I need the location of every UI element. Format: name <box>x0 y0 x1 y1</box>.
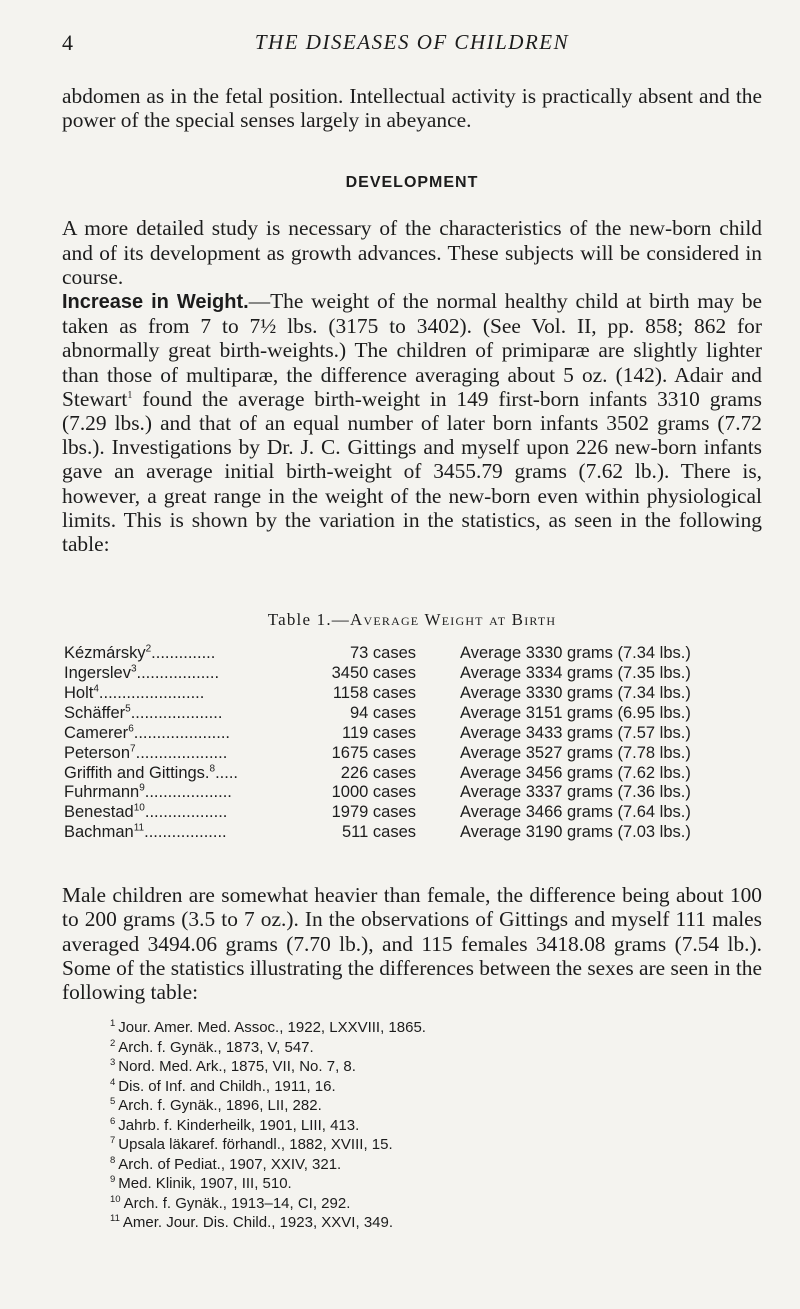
footnote <box>110 1018 762 1038</box>
footnote-number: 4 <box>110 1076 116 1088</box>
average-cell: Average 3190 grams (7.03 lbs.) <box>460 823 691 842</box>
footnote-ref: 1 <box>127 389 133 401</box>
average-cell: Average 3433 grams (7.57 lbs.) <box>460 723 691 742</box>
leader-dots: .................. <box>136 664 220 683</box>
footnote-number: 7 <box>110 1135 116 1147</box>
leader-dots: .................... <box>130 703 223 722</box>
table-row <box>64 764 691 784</box>
author-name: Fuhrmann <box>64 783 140 802</box>
cases-cell: 226 cases <box>340 763 416 782</box>
cases-cell: 1675 cases <box>331 743 416 762</box>
footnote <box>110 1135 762 1155</box>
author-name: Griffith and Gittings. <box>64 763 210 782</box>
author-cell <box>64 704 326 724</box>
leader-dots: ..... <box>215 763 238 782</box>
footnote-number: 2 <box>110 1037 116 1049</box>
cases-cell: 73 cases <box>349 644 416 663</box>
author-cell <box>64 664 326 684</box>
leader-dots: .................. <box>144 803 228 822</box>
development-paragraph: A more detailed study is necessary of the characteristics of the new-born child and of its development as growth advances. These subjects will be considered in course. <box>62 216 762 289</box>
footnote <box>110 1155 762 1175</box>
leader-dots: .................. <box>144 823 227 842</box>
footnote-number: 10 <box>110 1193 121 1205</box>
cases-cell: 119 cases <box>342 723 416 742</box>
author-name: Ingerslev <box>64 664 131 683</box>
footnote-text: Upsala läkaref. förhandl., 1882, XVIII, 15. <box>118 1136 393 1154</box>
running-head: THE DISEASES OF CHILDREN <box>254 30 570 54</box>
cases-cell: 94 cases <box>349 703 416 722</box>
table-row <box>64 644 691 664</box>
author-cell <box>64 684 326 704</box>
average-cell: Average 3527 grams (7.78 lbs.) <box>460 743 691 762</box>
average-cell: Average 3330 grams (7.34 lbs.) <box>460 644 691 663</box>
leader-dots: .............. <box>151 644 216 663</box>
author-name: Holt <box>64 684 94 703</box>
average-cell: Average 3466 grams (7.64 lbs.) <box>460 803 691 822</box>
table-row <box>64 803 691 823</box>
table-row <box>64 724 691 744</box>
cases-cell: 1000 cases <box>331 783 416 802</box>
author-name: Kézmársky <box>64 644 146 663</box>
leader-dots: ................... <box>144 783 232 802</box>
weight-text-2: found the average birth-weight in 149 first-born infants 3310 grams (7.29 lbs.) and that of an equal number of later born infants 3502 grams (7.72 lbs.). Investigations by Dr. J. C. Gittings and myself upon 226 new-born infants gave an average initial birth-weight of 3455.79 grams (7.62 lb.). There is, however, a great range in the weight of the new-born even within physiological limits. This is shown by the variation in the statistics, as seen in the following table: <box>62 386 762 557</box>
leader-dots: ..................... <box>133 723 231 742</box>
footnote <box>110 1194 762 1214</box>
weight-subheading: Increase in Weight. <box>62 291 249 314</box>
footnote <box>110 1174 762 1194</box>
weight-text-1: —The weight of the normal healthy child at birth may be taken as from 7 to 7½ lbs. (3175 to 3402). (See Vol. II, pp. 858; 862 for abnormally great birth-weights.) The children of primiparæ are slightly lighter than those of multiparæ, the difference averaging about 5 oz. (142). Adair and Stewart <box>62 289 763 411</box>
author-name: Benestad <box>64 803 134 822</box>
page-header <box>62 30 762 64</box>
leader-dots: ....................... <box>98 684 205 703</box>
footnote-ref: 7 <box>130 743 136 755</box>
footnote-ref: 5 <box>125 703 131 715</box>
footnote-text: Med. Klinik, 1907, III, 510. <box>118 1175 292 1193</box>
author-cell <box>64 764 326 784</box>
cases-cell: 1158 cases <box>332 684 416 703</box>
author-name: Camerer <box>64 723 129 742</box>
footnote-text: Arch. of Pediat., 1907, XXIV, 321. <box>118 1155 342 1173</box>
footnote-number: 5 <box>110 1096 116 1108</box>
table-row <box>64 704 691 724</box>
footnote-ref: 8 <box>209 763 216 775</box>
footnote-text: Nord. Med. Ark., 1875, VII, No. 7, 8. <box>118 1058 356 1076</box>
table-caption-prefix: Table 1.— <box>267 610 350 630</box>
footnote-number: 9 <box>110 1174 116 1186</box>
footnotes <box>62 1018 762 1233</box>
footnote-number: 8 <box>110 1154 116 1166</box>
footnote-number: 11 <box>110 1213 120 1225</box>
weight-paragraph <box>62 289 762 556</box>
table-row <box>64 684 691 704</box>
author-cell <box>64 744 326 764</box>
average-cell: Average 3330 grams (7.34 lbs.) <box>460 684 691 703</box>
table-row <box>64 664 691 684</box>
section-title: DEVELOPMENT <box>345 174 479 192</box>
footnote-number: 6 <box>110 1115 116 1127</box>
author-cell <box>64 823 326 843</box>
footnote-text: Arch. f. Gynäk., 1873, V, 547. <box>118 1038 314 1056</box>
author-name: Bachman <box>64 823 134 842</box>
footnote-text: Dis. of Inf. and Childh., 1911, 16. <box>118 1077 336 1095</box>
author-name: Schäffer <box>64 703 126 722</box>
footnote-ref: 4 <box>93 683 99 695</box>
sex-difference-paragraph: Male children are somewhat heavier than female, the difference being about 100 to 200 grams (3.5 to 7 oz.). In the observations of Gittings and myself 111 males averaged 3494.06 grams (7.70 lb.), and 115 females 3418.08 grams (7.54 lb.). Some of the statistics illustrating the differences between the sexes are seen in the following table: <box>62 883 762 1004</box>
footnote-text: Jour. Amer. Med. Assoc., 1922, LXXVIII, 1865. <box>118 1019 426 1037</box>
author-cell <box>64 803 326 823</box>
author-cell <box>64 644 326 664</box>
average-cell: Average 3456 grams (7.62 lbs.) <box>460 763 691 782</box>
footnote-ref: 6 <box>128 723 134 735</box>
footnote-ref: 10 <box>133 802 145 814</box>
author-cell <box>64 783 326 803</box>
footnote-ref: 9 <box>139 782 145 794</box>
footnote <box>110 1057 762 1077</box>
footnote <box>110 1077 762 1097</box>
footnote-text: Jahrb. f. Kinderheilk, 1901, LIII, 413. <box>118 1116 360 1134</box>
table-row <box>64 783 691 803</box>
cases-cell: 1979 cases <box>331 803 416 822</box>
footnote-text: Arch. f. Gynäk., 1896, LII, 282. <box>118 1097 322 1115</box>
footnote-text: Amer. Jour. Dis. Child., 1923, XXVI, 349. <box>122 1214 394 1232</box>
cases-cell: 3450 cases <box>331 664 416 683</box>
intro-paragraph: abdomen as in the fetal position. Intellectual activity is practically absent and the power of the special senses largely in abeyance. <box>62 84 762 133</box>
average-cell: Average 3337 grams (7.36 lbs.) <box>460 783 691 802</box>
author-name: Peterson <box>64 743 131 762</box>
footnote-ref: 3 <box>130 663 137 675</box>
footnote-text: Arch. f. Gynäk., 1913–14, CI, 292. <box>123 1194 351 1212</box>
table-row <box>64 823 691 843</box>
footnote-ref: 2 <box>145 643 152 655</box>
table-caption <box>62 610 762 630</box>
footnote <box>110 1038 762 1058</box>
average-cell: Average 3151 grams (6.95 lbs.) <box>460 703 691 722</box>
footnote-number: 3 <box>110 1057 116 1069</box>
book-page <box>62 30 762 1233</box>
page-number: 4 <box>62 30 73 55</box>
table-row <box>64 744 691 764</box>
cases-cell: 511 cases <box>342 823 416 842</box>
table-caption-title: Average Weight at Birth <box>350 610 557 630</box>
birth-weight-table <box>64 644 691 843</box>
leader-dots: .................... <box>135 743 228 762</box>
author-cell <box>64 724 326 744</box>
footnote <box>110 1096 762 1116</box>
footnote-ref: 11 <box>133 822 145 834</box>
footnote-number: 1 <box>110 1018 116 1030</box>
footnote <box>110 1116 762 1136</box>
average-cell: Average 3334 grams (7.35 lbs.) <box>460 664 691 683</box>
footnote <box>110 1213 762 1233</box>
